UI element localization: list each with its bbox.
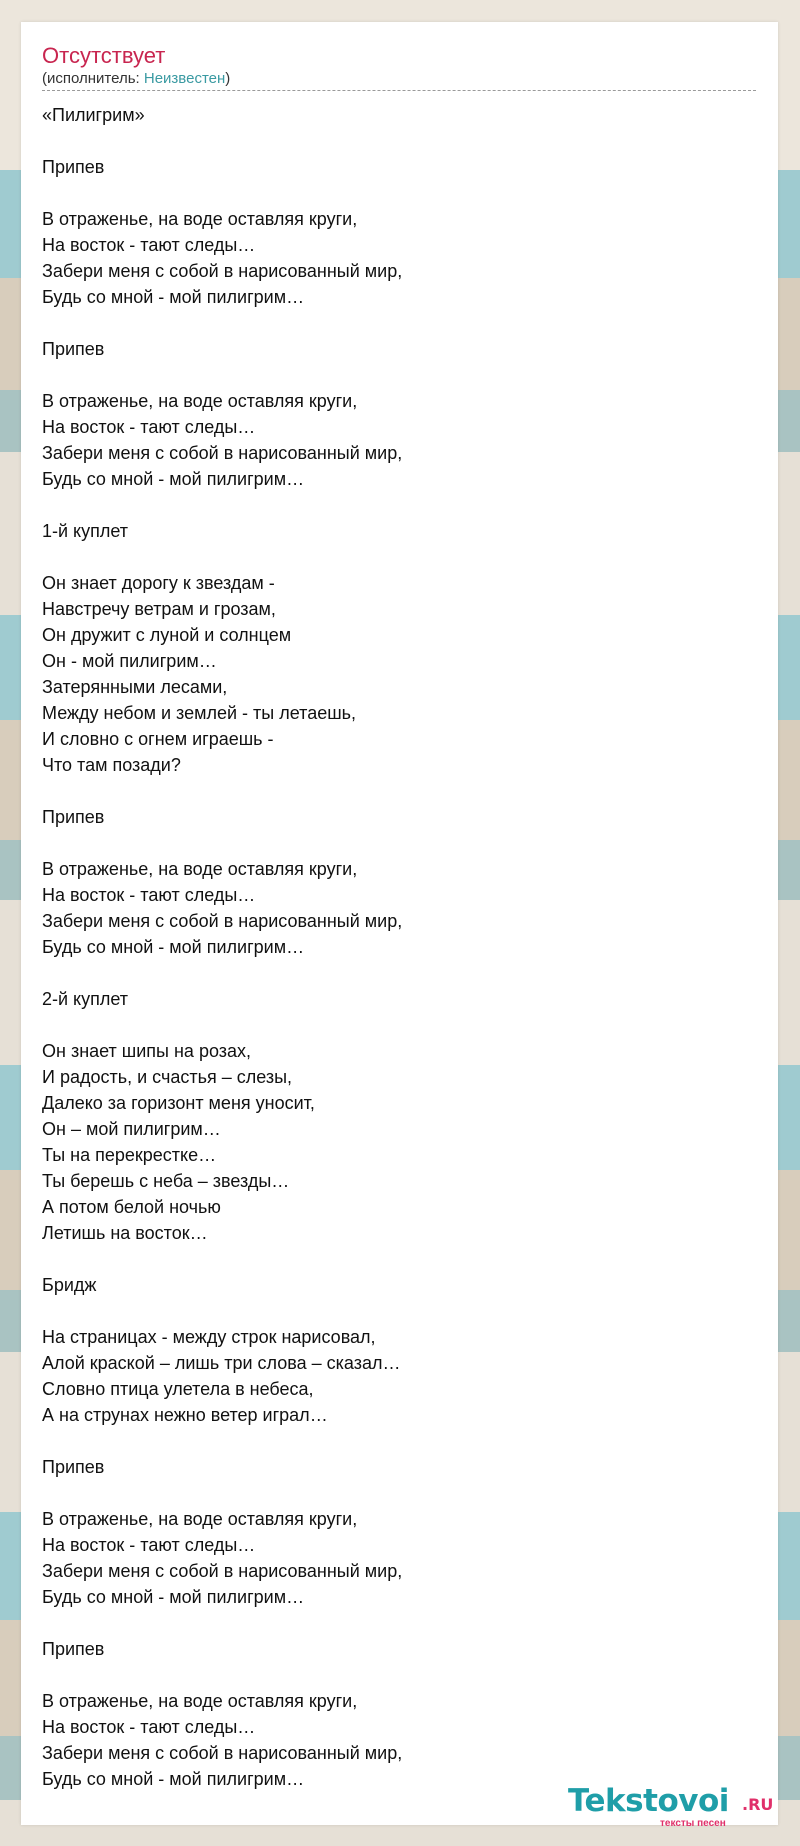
lyric-line: Он – мой пилигрим… bbox=[42, 1119, 221, 1139]
lyric-line bbox=[42, 960, 756, 986]
content-card bbox=[21, 22, 778, 1825]
lyric-line: Забери меня с собой в нарисованный мир, bbox=[42, 1743, 403, 1763]
lyric-line bbox=[42, 362, 756, 388]
artist-prefix: (исполнитель: bbox=[42, 70, 144, 87]
lyric-line bbox=[42, 778, 756, 804]
lyric-line bbox=[42, 492, 756, 518]
lyric-line: В отраженье, на воде оставляя круги, bbox=[42, 1509, 358, 1529]
lyric-line bbox=[42, 1298, 756, 1324]
lyric-line: На восток - тают следы… bbox=[42, 1535, 256, 1555]
lyric-line: Навстречу ветрам и грозам, bbox=[42, 599, 276, 619]
lyric-line: А на струнах нежно ветер играл… bbox=[42, 1405, 328, 1425]
lyric-line: Припев bbox=[42, 1639, 105, 1659]
lyric-line: Будь со мной - мой пилигрим… bbox=[42, 287, 305, 307]
lyric-line: На восток - тают следы… bbox=[42, 885, 256, 905]
lyric-line bbox=[42, 180, 756, 206]
song-title: Отсутствует bbox=[42, 43, 166, 68]
lyric-line: Он знает дорогу к звездам - bbox=[42, 573, 275, 593]
lyric-line: Забери меня с собой в нарисованный мир, bbox=[42, 911, 403, 931]
lyric-line: 2-й куплет bbox=[42, 989, 129, 1009]
lyric-line bbox=[42, 1012, 756, 1038]
artist-line bbox=[42, 70, 756, 91]
site-logo[interactable] bbox=[568, 1784, 778, 1834]
lyric-line: Ты на перекрестке… bbox=[42, 1145, 217, 1165]
lyric-line: А потом белой ночью bbox=[42, 1197, 221, 1217]
lyric-line bbox=[42, 1662, 756, 1688]
lyric-line: Словно птица улетела в небеса, bbox=[42, 1379, 314, 1399]
lyric-line: На страницах - между строк нарисовал, bbox=[42, 1327, 376, 1347]
lyric-line bbox=[42, 1610, 756, 1636]
lyric-line: Летишь на восток… bbox=[42, 1223, 208, 1243]
lyrics-body bbox=[42, 102, 756, 1792]
lyric-line: Забери меня с собой в нарисованный мир, bbox=[42, 1561, 403, 1581]
song-header bbox=[42, 42, 756, 91]
lyric-line: Будь со мной - мой пилигрим… bbox=[42, 937, 305, 957]
lyric-line: Забери меня с собой в нарисованный мир, bbox=[42, 261, 403, 281]
lyric-line: Припев bbox=[42, 1457, 105, 1477]
logo-tld: .RU bbox=[742, 1795, 774, 1814]
lyric-line bbox=[42, 1246, 756, 1272]
lyric-line: 1-й куплет bbox=[42, 521, 129, 541]
lyric-line: В отраженье, на воде оставляя круги, bbox=[42, 391, 358, 411]
logo-tagline: тексты песен bbox=[660, 1818, 726, 1829]
lyric-line bbox=[42, 1428, 756, 1454]
lyric-line: И словно с огнем играешь - bbox=[42, 729, 274, 749]
lyric-line: Он - мой пилигрим… bbox=[42, 651, 217, 671]
lyric-line: Он дружит с луной и солнцем bbox=[42, 625, 292, 645]
lyric-line bbox=[42, 310, 756, 336]
lyric-line: Затерянными лесами, bbox=[42, 677, 228, 697]
lyric-line bbox=[42, 128, 756, 154]
lyric-line bbox=[42, 1480, 756, 1506]
lyric-line: В отраженье, на воде оставляя круги, bbox=[42, 859, 358, 879]
artist-suffix: ) bbox=[225, 70, 231, 87]
lyric-line: Будь со мной - мой пилигрим… bbox=[42, 469, 305, 489]
lyric-line: Между небом и землей - ты летаешь, bbox=[42, 703, 357, 723]
lyric-line: Ты берешь с неба – звезды… bbox=[42, 1171, 290, 1191]
lyric-line: На восток - тают следы… bbox=[42, 417, 256, 437]
lyric-line: «Пилигрим» bbox=[42, 105, 145, 125]
lyric-line: В отраженье, на воде оставляя круги, bbox=[42, 209, 358, 229]
lyric-line: В отраженье, на воде оставляя круги, bbox=[42, 1691, 358, 1711]
lyric-line: На восток - тают следы… bbox=[42, 235, 256, 255]
lyric-line: На восток - тают следы… bbox=[42, 1717, 256, 1737]
lyric-line: И радость, и счастья – слезы, bbox=[42, 1067, 293, 1087]
lyric-line bbox=[42, 830, 756, 856]
artist-link[interactable]: Неизвестен bbox=[143, 70, 226, 87]
lyric-line: Он знает шипы на розах, bbox=[42, 1041, 252, 1061]
lyric-line: Далеко за горизонт меня уносит, bbox=[42, 1093, 315, 1113]
lyric-line: Припев bbox=[42, 339, 105, 359]
lyric-line: Алой краской – лишь три слова – сказал… bbox=[42, 1353, 401, 1373]
logo-wordmark: Tekstovoi bbox=[568, 1783, 729, 1819]
lyric-line: Забери меня с собой в нарисованный мир, bbox=[42, 443, 403, 463]
lyric-line: Бридж bbox=[42, 1275, 97, 1295]
lyric-line: Припев bbox=[42, 157, 105, 177]
lyric-line: Будь со мной - мой пилигрим… bbox=[42, 1587, 305, 1607]
lyric-line: Будь со мной - мой пилигрим… bbox=[42, 1769, 305, 1789]
lyric-line: Припев bbox=[42, 807, 105, 827]
lyric-line bbox=[42, 544, 756, 570]
lyric-line: Что там позади? bbox=[42, 755, 181, 775]
